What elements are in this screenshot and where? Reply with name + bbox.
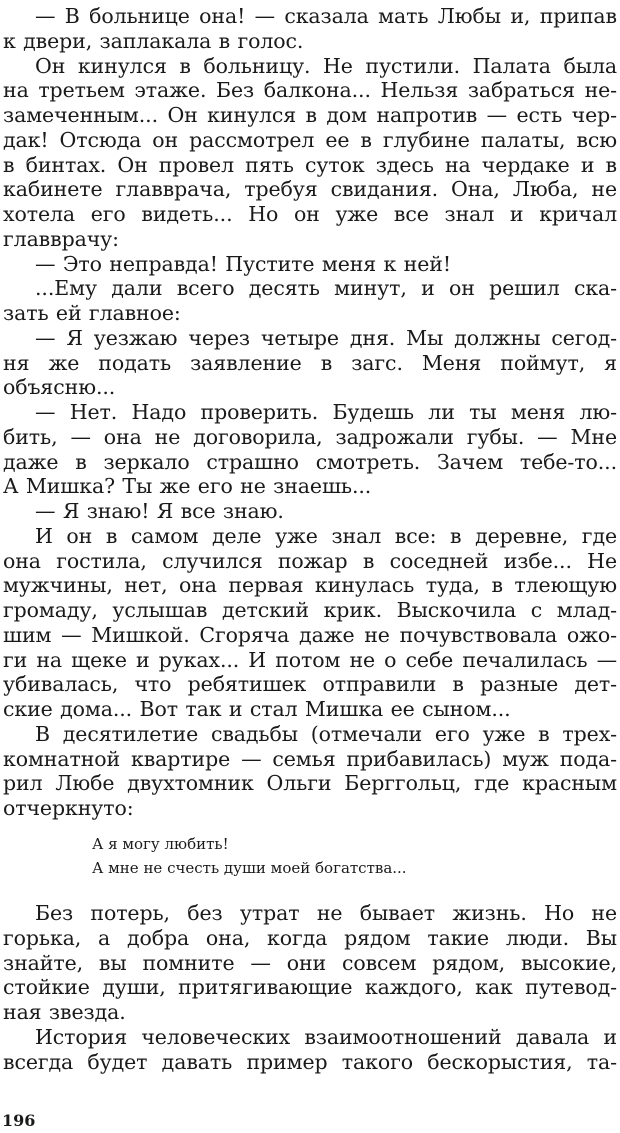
- text-line: всегда будет давать пример такого бескорыстия, та-: [3, 1049, 617, 1074]
- text-line: И он в самом деле уже знал все: в деревне, где: [35, 523, 617, 548]
- text-line: комнатной квартире — семья прибавилась) муж пода-: [3, 746, 617, 771]
- text-line: горька, а добра она, когда рядом такие люди. Вы: [3, 925, 617, 950]
- text-line: дак! Отсюда он рассмотрел ее в глубине палаты, всю: [3, 127, 617, 152]
- text-line: громаду, услышав детский крик. Выскочила с млад-: [3, 598, 617, 622]
- text-line: рил Любе двухтомник Ольги Берггольц, где красным: [3, 771, 617, 796]
- text-line: зать ей главное:: [3, 301, 181, 325]
- text-line: ня же подать заявление в загс. Меня поймут, я: [3, 350, 617, 375]
- text-line: шим — Мишкой. Сгоряча даже не почувствовала ожо-: [3, 622, 617, 647]
- text-line: даже в зеркало страшно смотреть. Зачем тебе-то...: [3, 449, 617, 474]
- text-line: к двери, заплакала в голос.: [3, 28, 304, 53]
- text-line: на третьем этаже. Без балкона... Нельзя забраться не-: [3, 78, 617, 103]
- text-line: в бинтах. Он провел пять суток здесь на чердаке и в: [3, 152, 617, 177]
- text-line: она гостила, случился пожар в соседней избе... Не: [3, 548, 617, 573]
- text-line: В десятилетие свадьбы (отмечали его уже в трех-: [35, 721, 617, 746]
- text-line: мужчины, нет, она первая кинулась туда, в тлеющую: [3, 573, 617, 598]
- text-line: История человеческих взаимоотношений давала и: [35, 1024, 617, 1049]
- text-block-main: [3, 4, 617, 821]
- text-block-closing: [3, 901, 617, 1074]
- text-line: Без потерь, без утрат не бывает жизнь. Но не: [35, 901, 617, 925]
- text-line: — В больнице она! — сказала мать Любы и, припав: [35, 4, 617, 28]
- poem-line: А я могу любить!: [92, 835, 229, 853]
- text-line: — Это неправда! Пустите меня к ней!: [35, 251, 451, 276]
- poem-quote: [92, 832, 407, 880]
- text-line: объясню...: [3, 375, 116, 400]
- text-line: хотела его видеть... Но он уже все знал и кричал: [3, 202, 617, 226]
- text-line: бить, — она не договорила, задрожали губы. — Мне: [3, 424, 617, 449]
- text-line: знайте, вы помните — они совсем рядом, высокие,: [3, 950, 617, 975]
- text-line: ские дома... Вот так и стал Мишка ее сыном...: [3, 697, 511, 721]
- text-line: Он кинулся в больницу. Не пустили. Палата была: [35, 53, 617, 78]
- text-line: ...Ему дали всего десять минут, и он решил ска-: [35, 276, 617, 301]
- text-line: кабинете главврача, требуя свидания. Она, Люба, не: [3, 177, 617, 202]
- text-line: — Я уезжаю через четыре дня. Мы должны сегод-: [35, 325, 617, 350]
- text-line: А Мишка? Ты же его не знаешь...: [3, 474, 372, 499]
- text-line: отчеркнуто:: [3, 796, 134, 820]
- text-line: стойкие души, притягивающие каждого, как путевод-: [3, 975, 617, 1000]
- text-line: — Нет. Надо проверить. Будешь ли ты меня лю-: [35, 400, 617, 424]
- text-line: замеченным... Он кинулся в дом напротив — есть чер-: [3, 103, 617, 127]
- page-number: 196: [2, 1111, 36, 1130]
- poem-line: А мне не счесть души моей богатства...: [92, 859, 407, 877]
- text-line: убивалась, что ребятишек отправили в разные дет-: [3, 672, 617, 697]
- text-line: главврачу:: [3, 226, 119, 251]
- text-line: ная звезда.: [3, 1000, 126, 1024]
- text-line: — Я знаю! Я все знаю.: [35, 499, 284, 523]
- text-line: ги на щеке и руках... И потом не о себе печалилась —: [3, 647, 617, 672]
